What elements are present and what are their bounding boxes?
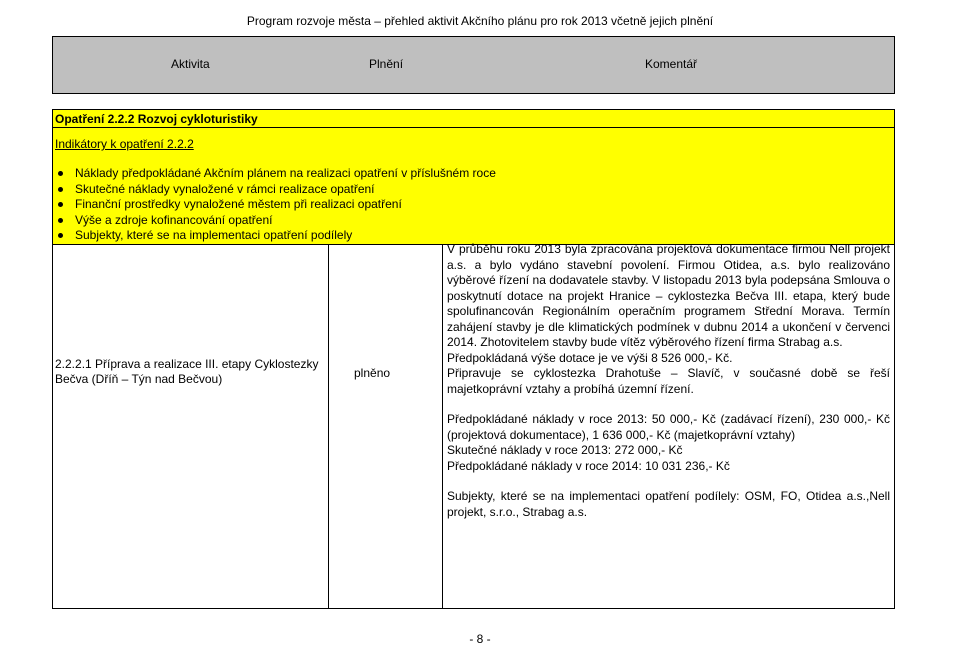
comment-expected-grant: Předpokládaná výše dotace je ve výši 8 526 000,- Kč.	[447, 350, 733, 365]
indicator-item: Výše a zdroje kofinancování opatření	[75, 213, 496, 229]
subjects-text: Subjekty, které se na implementaci opatření podílely: OSM, FO, Otidea a.s.,Nell projekt, s.r.o., Strabag a.s.	[447, 489, 890, 519]
comment-paragraph: V průběhu roku 2013 byla zpracována projektová dokumentace firmou Nell projekt a.s. a bylo vydáno stavební povolení. Firmou Otidea, a.s. bylo realizováno výběrové řízení na dodavatele stavby. V listopadu 2013 byla podepsána Smlouva o poskytnutí dotace na projekt Hranice – cyklostezka Bečva III. etapa, který bude spolufinancován Regionálním operačním programem Střední Morava. Termín zahájení stavby je dle klimatických podmínek v dubnu 2014 a ukončení v červenci 2014. Zhotovitelem stavby bude vítěz výběrového řízení firma Strabag a.s.	[447, 242, 890, 349]
comment-paragraph: Připravuje se cyklostezka Drahotuše – Slavíč, v současné době se řeší majetkoprávní vztahy a probíhá územní řízení.	[447, 366, 890, 396]
cost-planned-2014: Předpokládané náklady v roce 2014: 10 031 236,- Kč	[447, 458, 730, 473]
column-divider	[328, 245, 329, 608]
indicator-block	[52, 128, 895, 245]
indicator-item: Subjekty, které se na implementaci opatření podílely	[75, 228, 496, 244]
table-header-row	[52, 36, 895, 94]
column-divider	[442, 245, 443, 608]
activity-table	[52, 242, 895, 609]
bullet-icon	[58, 171, 63, 176]
page-number: - 8 -	[469, 632, 491, 646]
indicator-item: Skutečné náklady vynaložené v rámci realizace opatření	[75, 182, 496, 198]
document-title: Program rozvoje města – přehled aktivit Akčního plánu pro rok 2013 včetně jejich plnění	[246, 14, 714, 28]
cost-planned-2013: Předpokládané náklady v roce 2013: 50 000,- Kč (zadávací řízení), 230 000,- Kč (projektová dokumentace), 1 636 000,- Kč (majetkoprávní vztahy)	[447, 412, 890, 442]
indicator-list	[75, 166, 496, 244]
bullet-icon	[58, 187, 63, 192]
header-fulfilment: Plnění	[369, 57, 404, 71]
indicator-item: Finanční prostředky vynaložené městem při realizaci opatření	[75, 197, 496, 213]
cost-actual-2013: Skutečné náklady v roce 2013: 272 000,- Kč	[447, 443, 683, 457]
header-activity: Aktivita	[171, 57, 210, 71]
measure-title: Opatření 2.2.2 Rozvoj cykloturistiky	[52, 109, 895, 128]
bullet-icon	[58, 202, 63, 207]
comment-cell	[447, 242, 890, 520]
bullet-icon	[58, 233, 63, 238]
activity-cell: 2.2.2.1 Příprava a realizace III. etapy Cyklostezky Bečva (Dříň – Týn nad Bečvou)	[55, 357, 319, 386]
fulfilment-cell: plněno	[354, 366, 391, 380]
bullet-icon	[58, 218, 63, 223]
header-comment: Komentář	[645, 57, 698, 71]
indicator-item: Náklady předpokládané Akčním plánem na realizaci opatření v příslušném roce	[75, 166, 496, 182]
indicators-heading: Indikátory k opatření 2.2.2	[55, 137, 194, 151]
